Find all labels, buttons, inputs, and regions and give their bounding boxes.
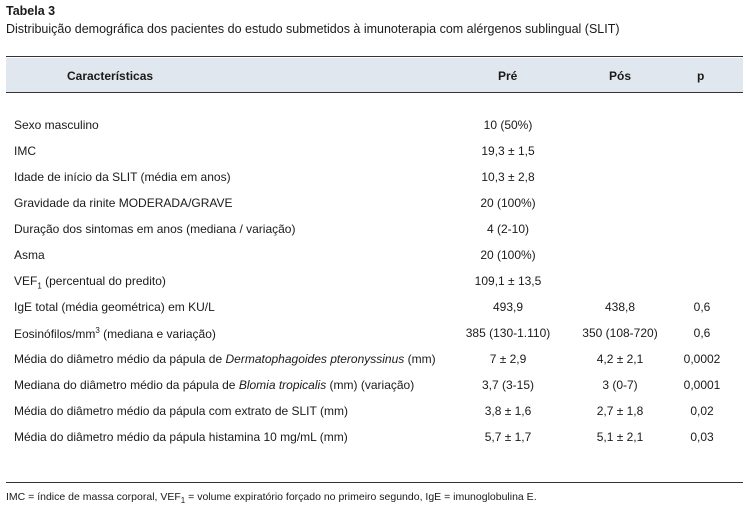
row-label-part: VEF: [14, 274, 38, 288]
row-pre: 10 (50%): [483, 118, 533, 132]
footnote-part: = volume expiratório forçado no primeiro segundo, IgE = imunoglobulina E.: [185, 491, 537, 503]
row-label: Asma: [14, 248, 45, 262]
row-label-part: (mediana e variação): [99, 327, 216, 341]
row-label-part: (mm): [404, 352, 436, 366]
table-caption-title: Tabela 3: [6, 4, 56, 18]
table-row: [0, 430, 747, 456]
table-row: [0, 144, 747, 170]
row-label: IMC: [14, 144, 36, 158]
row-pre: 3,8 ± 1,6: [484, 404, 532, 418]
row-pos: 350 (108-720): [582, 326, 658, 340]
table-row: [0, 300, 747, 326]
row-pre: 109,1 ± 13,5: [474, 274, 542, 288]
row-p: 0,0002: [683, 352, 721, 366]
table-caption-text: Distribuição demográfica dos pacientes do estudo submetidos à imunoterapia com alérgenos sublingual (SLIT): [6, 22, 620, 36]
header-p: p: [697, 69, 705, 83]
table-row: [0, 118, 747, 144]
row-pre: 4 (2-10): [486, 222, 530, 236]
row-pos: 3 (0-7): [602, 378, 638, 392]
row-label-superscript: 3: [95, 326, 100, 335]
row-p: 0,6: [693, 300, 711, 314]
header-caracteristicas: Características: [67, 69, 154, 83]
table-top-rule: [6, 56, 743, 57]
row-p: 0,0001: [683, 378, 721, 392]
footnote-subscript: 1: [180, 496, 186, 506]
row-pre: 493,9: [492, 300, 524, 314]
row-label-part: (mm) (variação): [326, 378, 415, 392]
table-header-rule: [6, 92, 743, 93]
table-row: [0, 378, 747, 404]
row-pos: 438,8: [604, 300, 636, 314]
table-footnote: [6, 491, 537, 505]
header-pre: Pré: [498, 69, 518, 83]
row-pre: 5,7 ± 1,7: [484, 430, 532, 444]
row-label: Duração dos sintomas em anos (mediana / variação): [14, 222, 296, 236]
row-label: IgE total (média geométrica) em KU/L: [14, 300, 215, 314]
row-label: [14, 352, 436, 366]
row-label: [14, 378, 414, 392]
row-pre: 3,7 (3-15): [481, 378, 535, 392]
row-pos: 2,7 ± 1,8: [596, 404, 644, 418]
header-pos: Pós: [609, 69, 632, 83]
row-label-part: (percentual do predito): [41, 274, 166, 288]
row-label: [14, 326, 216, 341]
row-label: Gravidade da rinite MODERADA/GRAVE: [14, 196, 233, 210]
row-p: 0,02: [690, 404, 714, 418]
row-pre: 20 (100%): [480, 196, 536, 210]
table-row: [0, 326, 747, 352]
table-body: [0, 118, 747, 456]
table-bottom-rule: [6, 482, 743, 483]
row-p: 0,6: [693, 326, 711, 340]
row-label-part: Mediana do diâmetro médio da pápula de: [14, 378, 239, 392]
row-label: Idade de início da SLIT (média em anos): [14, 170, 231, 184]
row-pre: 20 (100%): [480, 248, 536, 262]
row-label-part: Eosinófilos/mm: [14, 327, 96, 341]
table-row: [0, 170, 747, 196]
row-label-species: Blomia tropicalis: [238, 378, 327, 392]
row-label: Sexo masculino: [14, 118, 99, 132]
row-label: Média do diâmetro médio da pápula com extrato de SLIT (mm): [14, 404, 348, 418]
table-row: [0, 196, 747, 222]
row-pre: 7 ± 2,9: [489, 352, 527, 366]
row-pre: 385 (130-1.110): [465, 326, 551, 340]
row-label-species: Dermatophagoides pteronyssinus: [225, 352, 405, 366]
table-row: [0, 274, 747, 300]
row-label-subscript: 1: [37, 281, 42, 291]
row-pos: 4,2 ± 2,1: [596, 352, 644, 366]
row-p: 0,03: [690, 430, 714, 444]
row-label: Média do diâmetro médio da pápula histamina 10 mg/mL (mm): [14, 430, 348, 444]
table-row: [0, 404, 747, 430]
table-row: [0, 222, 747, 248]
footnote-part: IMC = índice de massa corporal, VEF: [6, 491, 181, 503]
row-pre: 10,3 ± 2,8: [481, 170, 535, 184]
row-label-part: Média do diâmetro médio da pápula de: [14, 352, 226, 366]
row-label: [14, 274, 166, 290]
table-row: [0, 248, 747, 274]
row-pos: 5,1 ± 2,1: [596, 430, 644, 444]
row-pre: 19,3 ± 1,5: [481, 144, 535, 158]
table-row: [0, 352, 747, 378]
